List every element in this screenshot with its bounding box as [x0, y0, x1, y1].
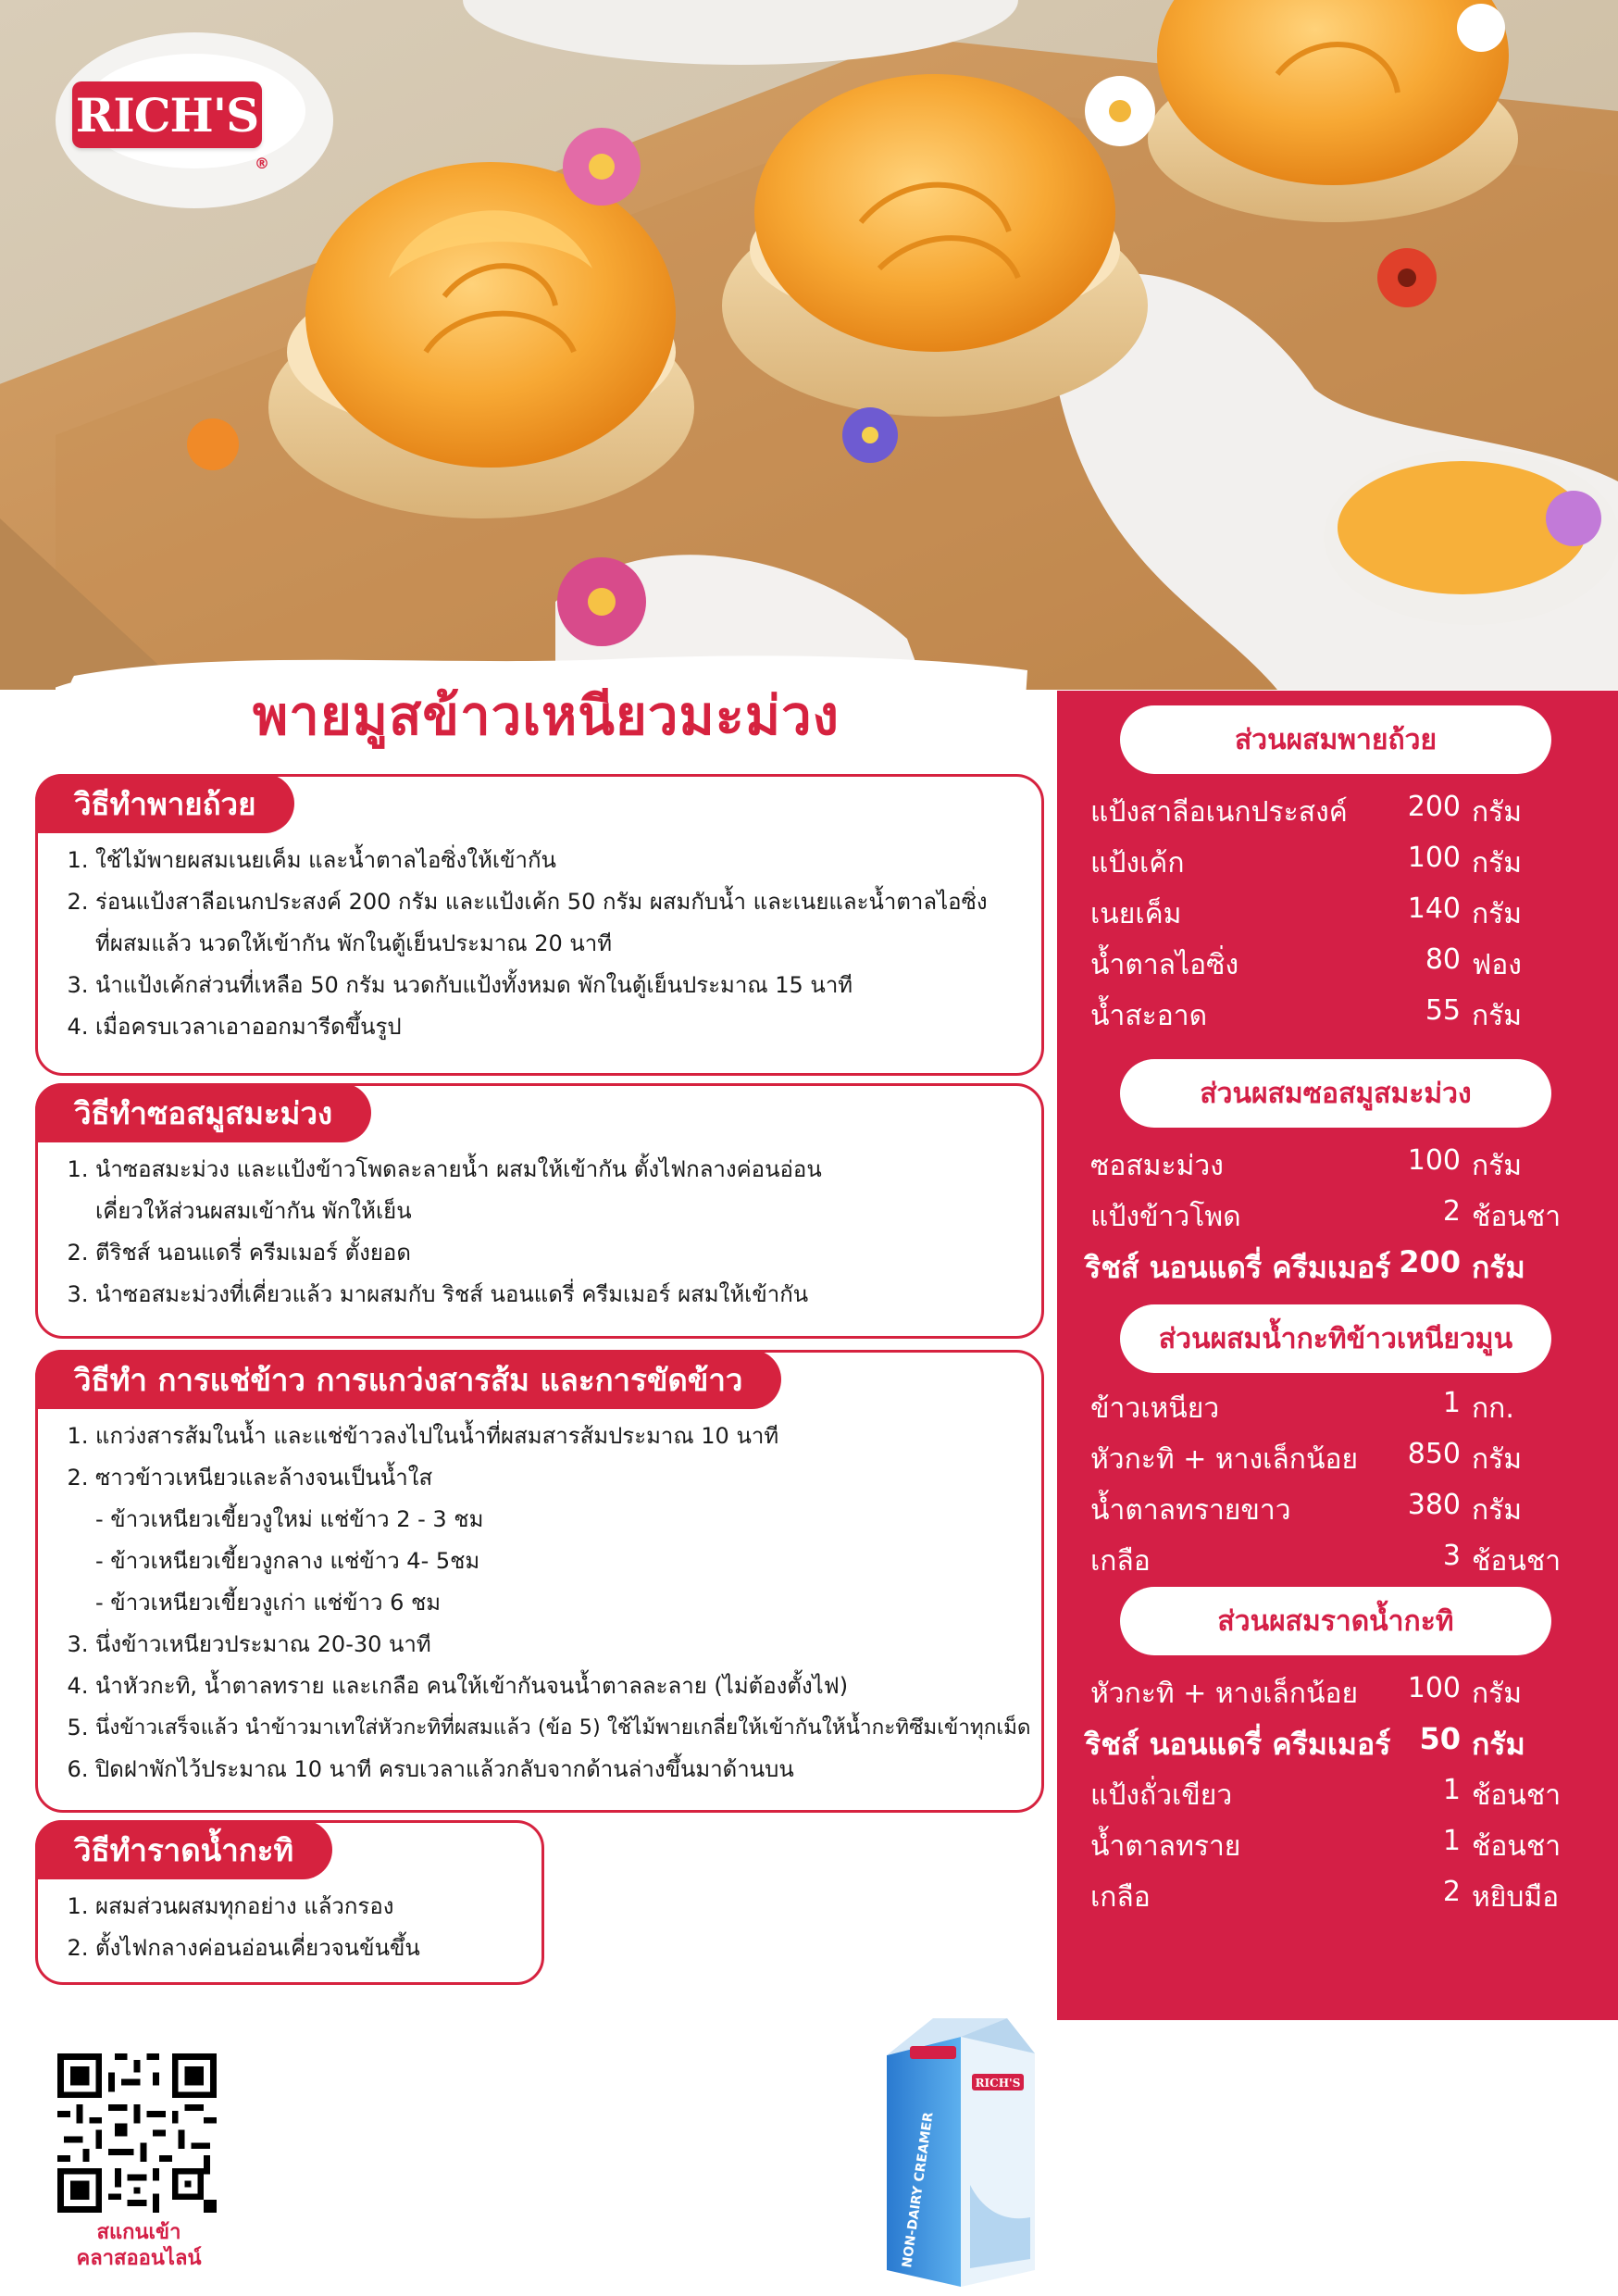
ingredient-row: น้ำตาลทราย 1 ช้อนชา [1090, 1825, 1562, 1863]
ingredient-row: หัวกะทิ + หางเล็กน้อย 100 กรัม [1090, 1672, 1523, 1710]
list-item: 1. แกว่งสารส้มในน้ำ และแช่ข้าวลงไปในน้ำที่ผสมสารส้มประมาณ 10 นาที [67, 1423, 779, 1449]
list-item: 6. ปิดฝาพักไว้ประมาณ 10 นาที ครบเวลาแล้วกลับจากด้านล่างขึ้นมาด้านบน [67, 1756, 794, 1782]
ingredient-row: แป้งถั่วเขียว 1 ช้อนชา [1090, 1774, 1562, 1812]
ingredient-group-title: ส่วนผสมน้ำกะทิข้าวเหนียวมูน [1120, 1304, 1551, 1373]
list-item: 4. เมื่อครบเวลาเอาออกมารีดขึ้นรูป [67, 1014, 402, 1040]
carton-brand: RICH'S [975, 2077, 1021, 2090]
pie-crust-method-section [35, 774, 1044, 1076]
step-list [56, 1886, 525, 1969]
step-list [56, 1149, 1025, 1316]
riches-logo: RICH'S ® [72, 81, 262, 148]
list-item: 2. ตีริชส์ นอนแดรี่ ครีมเมอร์ ตั้งยอด [67, 1240, 411, 1266]
list-item: 3. นำซอสมะม่วงที่เคี่ยวแล้ว มาผสมกับ ริชส์ นอนแดรี่ ครีมเมอร์ ผสมให้เข้ากัน [67, 1281, 809, 1307]
ingredient-row: น้ำตาลทรายขาว 380 กรัม [1090, 1489, 1523, 1527]
list-item: 2. ซาวข้าวเหนียวและล้างจนเป็นน้ำใส - ข้าวเหนียวเขี้ยวงูใหม่ แช่ข้าว 2 - 3 ชม - ข้าวเหนียวเขี้ยวงูกลาง แช่ข้าว 4- 5ชม - ข้าวเหนียวเขี้ยวงูเก่า แช่ข้าว 6 ชม [67, 1465, 484, 1616]
ingredient-row: แป้งสาลีอเนกประสงค์ 200 กรัม [1090, 791, 1523, 829]
list-item: 1. ใช้ไม้พายผสมเนยเค็ม และน้ำตาลไอซิ่งให้เข้ากัน [67, 847, 556, 873]
page-title: พายมูสข้าวเหนียวมะม่วง [253, 684, 840, 747]
step-list [56, 840, 1025, 1048]
section-tab: วิธีทำซอสมูสมะม่วง [35, 1083, 371, 1142]
qr-caption: สแกนเข้า คลาสออนไลน์ [76, 2221, 202, 2270]
ingredient-row-highlight: ริชส์ นอนแดรี่ ครีมเมอร์ 50 กรัม [1085, 1721, 1525, 1762]
section-tab: วิธีทำพายถ้วย [35, 774, 294, 833]
list-item: 3. นึ่งข้าวเหนียวประมาณ 20-30 นาที [67, 1631, 431, 1657]
carton-label: NON-DAIRY CREAMER [900, 2111, 937, 2269]
title-banner [56, 639, 1037, 778]
section-tab: วิธีทำ การแช่ข้าว การแกว่งสารส้ม และการขัดข้าว [35, 1350, 781, 1409]
list-item: 1. นำซอสมะม่วง และแป้งข้าวโพดละลายน้ำ ผสมให้เข้ากัน ตั้งไฟกลางค่อนอ่อน เคี่ยวให้ส่วนผสมเข้ากัน พักให้เย็น [67, 1156, 822, 1224]
ingredient-row: หัวกะทิ + หางเล็กน้อย 850 กรัม [1090, 1438, 1523, 1476]
step-list [56, 1416, 1031, 1791]
list-item: 1. ผสมส่วนผสมทุกอย่าง แล้วกรอง [67, 1893, 394, 1919]
ingredient-row: น้ำสะอาด 55 กรัม [1090, 994, 1523, 1032]
ingredient-row-highlight: ริชส์ นอนแดรี่ ครีมเมอร์ 200 กรัม [1085, 1244, 1525, 1285]
ingredient-row: เกลือ 2 หยิบมือ [1090, 1876, 1560, 1914]
ingredients-panel [1057, 691, 1618, 2020]
ingredient-row: แป้งเค้ก 100 กรัม [1090, 842, 1523, 880]
section-tab: วิธีทำราดน้ำกะทิ [35, 1820, 332, 1879]
list-item: 2. ตั้งไฟกลางค่อนอ่อนเคี่ยวจนข้นขึ้น [67, 1935, 420, 1961]
list-item: 2. ร่อนแป้งสาลีอเนกประสงค์ 200 กรัม และแป้งเค้ก 50 กรัม ผสมกับน้ำ และเนยและน้ำตาลไอซิ่ง ที่ผสมแล้ว นวดให้เข้ากัน พักในตู้เย็นประมาณ 20 นาที [67, 889, 988, 956]
ingredient-group-title: ส่วนผสมซอสมูสมะม่วง [1120, 1059, 1551, 1128]
ingredient-row: น้ำตาลไอซิ่ง 80 ฟอง [1090, 943, 1522, 981]
ingredient-row: แป้งข้าวโพด 2 ช้อนชา [1090, 1195, 1562, 1233]
hero-photo [0, 0, 1618, 690]
list-item: 5. นึ่งข้าวเสร็จแล้ว นำข้าวมาเทใส่หัวกะทิที่ผสมแล้ว (ข้อ 5) ใช้ไม้พายเกลี่ยให้เข้ากันให้น้ำกะทิซึมเข้าทุกเม็ด [67, 1715, 1031, 1741]
list-item: 3. นำแป้งเค้กส่วนที่เหลือ 50 กรัม นวดกับแป้งทั้งหมด พักในตู้เย็นประมาณ 15 นาที [67, 972, 853, 998]
ingredient-row: เนยเค็ม 140 กรัม [1090, 892, 1523, 930]
ingredient-row: ข้าวเหนียว 1 กก. [1090, 1387, 1514, 1425]
qr-code-icon[interactable] [57, 2053, 217, 2213]
ingredient-row: ซอสมะม่วง 100 กรัม [1090, 1144, 1523, 1182]
ingredient-row: เกลือ 3 ช้อนชา [1090, 1540, 1562, 1578]
ingredient-group-title: ส่วนผสมราดน้ำกะทิ [1120, 1587, 1551, 1655]
rice-soaking-method-section [35, 1350, 1044, 1813]
list-item: 4. นำหัวกะทิ, น้ำตาลทราย และเกลือ คนให้เข้ากันจนน้ำตาลละลาย (ไม่ต้องตั้งไฟ) [67, 1673, 849, 1699]
non-dairy-creamer-carton-image [859, 2018, 1044, 2287]
coconut-topping-method-section [35, 1820, 544, 1985]
ingredient-group-title: ส่วนผสมพายถ้วย [1120, 705, 1551, 774]
mango-mousse-sauce-method-section [35, 1083, 1044, 1339]
